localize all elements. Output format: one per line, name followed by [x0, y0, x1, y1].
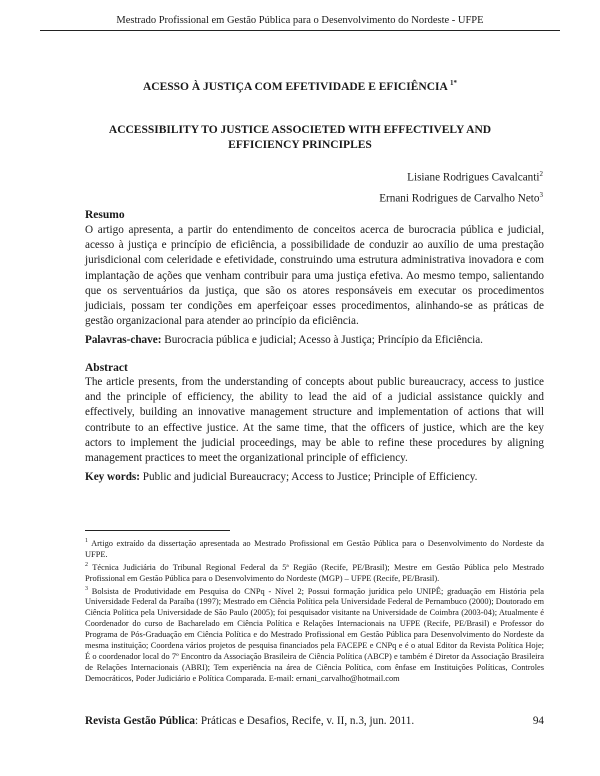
footnote-3 — [85, 584, 544, 685]
key-words-label: Key words: — [85, 471, 140, 483]
page-number: 94 — [532, 715, 544, 727]
footnote-mark: 3 — [85, 585, 88, 592]
title-english: ACCESSIBILITY TO JUSTICE ASSOCIETED WITH EFFECTIVELY AND EFFICIENCY PRINCIPLES — [108, 124, 492, 151]
footnote-mark: 1 — [85, 538, 88, 544]
author-list — [379, 166, 543, 207]
author-2 — [379, 187, 543, 208]
palavras-chave-text: Burocracia pública e judicial; Acesso à Justiça; Princípio da Eficiência. — [164, 334, 483, 346]
journal-citation: : Práticas e Desafios, Recife, v. II, n.3, jun. 2011. — [195, 715, 415, 727]
title-portuguese — [40, 79, 560, 93]
journal-name: Revista Gestão Pública — [85, 715, 196, 727]
footnote-1 — [85, 536, 544, 560]
author-1 — [379, 166, 543, 187]
key-words-text: Public and judicial Bureaucracy; Access to Justice; Principle of Efficiency. — [142, 471, 478, 483]
footnote-text: Artigo extraído da dissertação apresentada ao Mestrado Profissional em Gestão Pública para o Desenvolvimento do Nordeste da UFPE. — [85, 538, 544, 559]
title-portuguese-text: ACESSO À JUSTIÇA COM EFETIVIDADE E EFICIÊNCIA — [142, 80, 448, 93]
footnote-mark: 2 — [85, 561, 88, 568]
title-footnote-mark: 1* — [450, 79, 458, 87]
author-name: Lisiane Rodrigues Cavalcanti — [407, 171, 540, 184]
footnote-text: Bolsista de Produtividade em Pesquisa do CNPq - Nível 2; Possui formação jurídica pelo UNIPÊ; graduação em História pela Universidade Federal da Paraíba (1997); Mestrado em Ciência Política pela Universidade Federal de Pernambuco (2000); Doutorado em Ciência Política pela Universidade de São Paulo (2005); foi pesquisador visitante na Universidade de Coimbra (2003-04); Atualmente é Coordenador do curso de Bacharelado em Ciência Política e Relações Internacionais na UFPE (Recife, PE/Brasil) e Professor do Programa de Pós-Graduação em Ciência Política e do Mestrado Profissional em Gestão Pública para Desenvolvimento do Nordeste da mesma instituição; Coordena vários projetos de pesquisa financiados pela FACEPE e CNPq e é o atual Editor da Revista Política Hoje; É o coordenador local do 7º Encontro da Associação Brasileira de Ciência Política (ABCP) e também é Diretor da Associação Brasileira de Relações Internacionais (ABRI); Tem experiência na área de Ciência Política, com ênfase em Instituições Políticas, Controles Democráticos, Poder Judiciário e Política Comparada. E-mail: ernani_carvalho@hotmail.com — [85, 586, 544, 684]
abstract-paragraph: The article presents, from the understanding of concepts about public bureaucracy, access to justice and the principle of efficiency, the ability to lead the aid of a judicial assistance quickly and effectively, building an innovative management structure and implementation of actions that will contribute to an effective justice. At the same time, that the officers of justice, which are the key actors to implement the judicial proceedings, may be able to refine these procedures by aligning management practices to meet the organizational principle of efficiency. — [85, 376, 544, 465]
author-footnote-mark: 3 — [539, 190, 543, 199]
footnote-2 — [85, 560, 544, 584]
resumo-heading: Resumo — [85, 209, 125, 221]
palavras-chave-label: Palavras-chave: — [85, 334, 162, 346]
author-footnote-mark: 2 — [539, 170, 543, 178]
key-words — [85, 470, 544, 485]
running-header: Mestrado Profissional em Gestão Pública para o Desenvolvimento do Nordeste - UFPE — [40, 15, 560, 31]
author-name: Ernani Rodrigues de Carvalho Neto — [379, 192, 540, 205]
footnote-divider — [85, 530, 230, 531]
resumo-paragraph: O artigo apresenta, a partir do entendimento de conceitos acerca de burocracia pública e judicial, acesso à justiça e princípio de eficiência, a possibilidade de conduzir ao auxílio de uma prestação jurisdicional com celeridade e efetividade, construindo uma estrutura administrativa inovadora e com implantação de ações que venham contribuir para uma justiça efetiva. Ao mesmo tempo, salientando que os serventuários da justiça, que são os atores responsáveis em executar os procedimentos judiciais, possam ter condições em aperfeiçoar esses procedimentos, alinhando-se as práticas de gestão organizacional para atender ao princípio da eficiência. — [85, 224, 544, 328]
footnote-text: Técnica Judiciária do Tribunal Regional Federal da 5ª Região (Recife, PE/Brasil); Mestre em Gestão Pública pelo Mestrado Profissional em Gestão Pública para o Desenvolvimento do Nordeste (MGP) – UFPE (Recife, PE/Brasil). — [85, 562, 544, 583]
footnotes — [85, 536, 544, 684]
palavras-chave — [85, 333, 544, 348]
page-footer — [85, 715, 544, 727]
abstract-heading: Abstract — [85, 362, 128, 374]
